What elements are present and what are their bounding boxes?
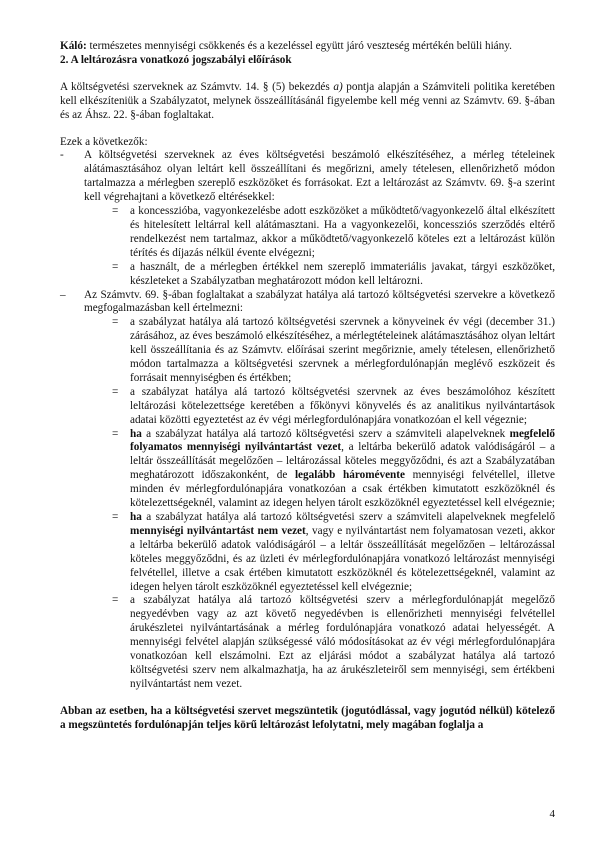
dash-marker: – [60,288,66,301]
kalo-definition [60,40,555,54]
bold-ha: ha [130,511,142,523]
bold-continuous-register: megfelelő folyamatos mennyiségi nyilvántartást vezet [130,427,555,454]
sub-item-2-2 [60,386,555,428]
list-item-1-text: A költségvetési szerveknek az éves költségvetési beszámoló elkészítéséhez, a mérleg tételeinek alátámasztásához olyan leltárt kell összeállítani és megőrizni, amely tételesen, ellenőrizhető módon tartalmazza a mérlegben szereplő eszközöket és forrásokat. Ezt a leltározást az Számvtv. 69. §-a szerint kell végrehajtani a következő eltérésekkel: [84,149,555,204]
sub-item-1-2 [60,261,555,289]
page-number: 4 [549,808,555,820]
equals-marker: = [112,385,119,398]
equals-marker: = [112,260,119,273]
equals-marker: = [112,427,119,440]
bold-ha: ha [130,427,142,440]
intro-paragraph [60,81,555,123]
spacer [60,68,555,81]
sub-item-2-5 [60,594,555,691]
dash-marker: - [60,149,64,162]
intro-emphasis: a) [333,80,343,93]
section-heading: 2. A leltározásra vonatkozó jogszabályi előírások [60,53,292,66]
bold-every-three-years: legalább háromévente [294,469,405,482]
list-item-2-text: Az Számvtv. 69. §-ában foglaltakat a szabályzat hatálya alá tartozó költségvetési szervekre a következő megfogalmazásban kell értelmezni: [84,288,555,315]
final-paragraph: Abban az esetben, ha a költségvetési szervet megszüntetik (jogutódlással, vagy jogutód nélkül) kötelező a megszüntetés fordulónapján teljes körű leltározást lefolytatni, mely magában foglalja a [60,704,555,731]
spacer [60,123,555,136]
sub-item-2-3-text-b: , a leltárba bekerülő adatok valódiságáról – a leltár összeállítását megelőzően – leltározással köteles meggyőződni, és azt a Szabályzatában meghatározott időszakonként, de [130,441,556,482]
sub-item-2-3 [60,428,555,511]
equals-marker: = [112,511,119,523]
intro-text-b: pontja alapján a Számviteli politika keretében kell elkészíteniük a Szabályzatot, melynek összeállításánál figyelembe kell még venni az Számvtv. 69. §-ában és az Áhsz. 22. §-ában foglaltakat. [60,80,555,121]
spacer [60,692,555,705]
sub-item-2-2-text: a szabályzat hatálya alá tartozó költségvetési szervnek az éves beszámolóhoz készített leltározási kötelezettsége keretében a főkönyvi könyvelés és az analitikus nyilvántartások adatai közötti egyeztetést az év végi mérlegfordulónapjára vonatkozóan el kell végeznie; [130,385,555,426]
sub-item-2-3-text-a: a szabályzat hatálya alá tartozó költségvetési szerv a számviteli alapelveknek [141,427,510,440]
kalo-text: természetes mennyiségi csökkenés és a kezeléssel együtt járó veszteség mértékén belüli hiány. [86,40,512,52]
intro-text-a: A költségvetési szerveknek az Számvtv. 14. § (5) bekezdés [60,80,334,93]
sub-item-2-4 [60,511,555,594]
equals-marker: = [112,316,119,329]
sub-item-1-1 [60,205,555,261]
list-item-1 [60,149,555,205]
bold-no-register: mennyiségi nyilvántartást nem vezet [130,524,306,537]
sub-item-2-1-text: a szabályzat hatálya alá tartozó költségvetési szervnek a könyveinek év végi (december 31.) zárásához, az éves beszámoló elkészítéséhez, a mérlegtételeinek alátámasztásához olyan leltárt kell összeállítania és az Számvtv. előírásai szerint megőriznie, amely tételesen, ellenőrizhető módon tartalmazza a költségvetési szervnek a mérlegfordulónapján meglévő eszközeit és forrásait mennyiségben és értékben; [130,316,555,384]
sub-item-2-1 [60,316,555,386]
sub-item-2-4-text-b: , vagy e nyilvántartást nem folyamatosan vezeti, akkor a leltárba bekerülő adatok valódiságáról – a leltár összeállítását megelőzően – leltározással köteles meggyőződni, és az üzleti év mérlegfordulónapjára vonatkozó leltározást mennyiségi felvétellel, illetve a csak értében kimutatott eszközöknél és kötelezettségeknél, valamint az idegen helyen tárolt eszközöknél egyeztetéssel kell elvégeznie; [130,524,555,593]
kalo-label: Káló: [60,40,87,52]
sub-item-2-3-text-c: mennyiségi felvétellel, illetve minden év mérlegfordulónapjára vonatkozóan a csak értékben kimutatott eszközöknél és kötelezettségeknél, valamint az idegen helyen tárolt eszközöknél egyeztetéssel kell elvégeznie; [130,469,555,510]
sub-item-2-4-text-a: a szabályzat hatálya alá tartozó költségvetési szerv a számviteli alapelveknek megfelelő [141,511,555,523]
sub-item-1-1-text: a koncesszióba, vagyonkezelésbe adott eszközöket a működtető/vagyonkezelő által elkészített és hitelesített leltárral kell alátámasztani. Ha a vagyonkezelői, koncessziós szerződés eltérő rendelkezést nem tartalmaz, akkor a működtető/vagyonkezelő köteles ezt a leltározást külön térítés és díjazás nélkül évente elvégezni; [130,205,555,259]
equals-marker: = [112,594,119,607]
list-lead: Ezek a következők: [60,135,148,148]
list-item-2 [60,289,555,317]
sub-item-2-5-text: a szabályzat hatálya alá tartozó költségvetési szerv a mérlegfordulónapját megelőző negyedévben vagy az azt követő negyedévben is ellenőrizheti mennyiségi felvétellel árukészletei nyilvántartásának a mérleg fordulónapjára vonatkozó adatai helyességét. A mennyiségi felvétel alapján szükségessé váló módosításokat az év végi mérlegfordulónapjára vonatkozóan kell elszámolni. Ezt az eljárási módot a szabályzat hatálya alá tartozó költségvetési szerv nem alkalmazhatja, ha az árukészleteiről sem mennyiségi, sem értékbeni nyilvántartást nem vezet. [130,594,555,690]
sub-item-1-2-text: a használt, de a mérlegben értékkel nem szereplő immateriális javakat, tárgyi eszközöket, készleteket a Szabályzatban meghatározott módon kell leltározni. [130,260,555,287]
equals-marker: = [112,205,119,218]
